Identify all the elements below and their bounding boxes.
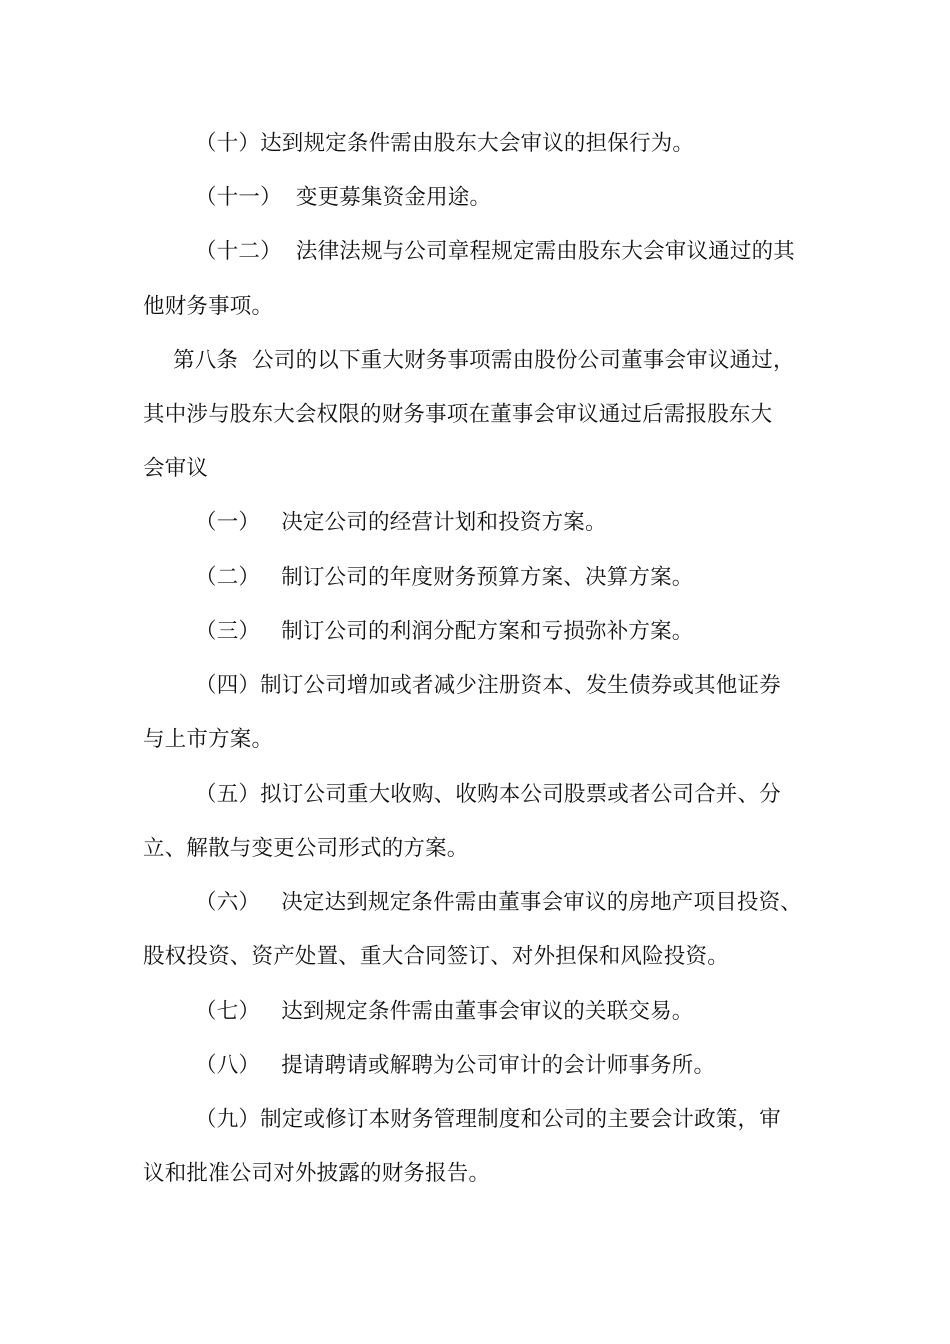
item-12-text-line2: 他财务事项。 (143, 294, 274, 319)
item-4-text-line2: 与上市方案。 (143, 727, 274, 752)
item-3-text: （三） 制订公司的利润分配方案和亏损弥补方案。 (195, 619, 694, 644)
item-10-text: （十）达到规定条件需由股东大会审议的担保行为。 (195, 131, 695, 156)
item-9-text-line2: 议和批准公司对外披露的财务报告。 (143, 1161, 491, 1186)
item-7-text: （七） 达到规定条件需由董事会审议的关联交易。 (195, 999, 694, 1024)
item-1-text: （一） 决定公司的经营计划和投资方案。 (195, 510, 607, 535)
item-6-text-line2: 股权投资、资产处置、重大合同签订、对外担保和风险投资。 (143, 944, 729, 969)
item-8-text: （八） 提请聘请或解聘为公司审计的会计师事务所。 (195, 1053, 716, 1078)
item-11-text: （十一） 变更募集资金用途。 (195, 185, 492, 210)
item-5-text-line1: （五）拟订公司重大收购、收购本公司股票或者公司合并、分 (195, 782, 781, 807)
article-8-heading-line2: 其中涉与股东大会权限的财务事项在董事会审议通过后需报股东大 (143, 402, 773, 427)
item-4-text-line1: （四）制订公司增加或者减少注册资本、发生债券或其他证券 (195, 673, 781, 698)
item-12-text-line1: （十二） 法律法规与公司章程规定需由股东大会审议通过的其 (195, 239, 795, 264)
article-8-heading-line1: 第八条 公司的以下重大财务事项需由股份公司董事会审议通过， (173, 348, 795, 373)
item-5-text-line2: 立、解散与变更公司形式的方案。 (143, 836, 469, 861)
item-9-text-line1: （九）制定或修订本财务管理制度和公司的主要会计政策，审 (195, 1107, 781, 1132)
article-8-heading-line3: 会审议 (143, 456, 209, 481)
item-6-text-line1: （六） 决定达到规定条件需由董事会审议的房地产项目投资、 (195, 890, 803, 915)
item-2-text: （二） 制订公司的年度财务预算方案、决算方案。 (195, 565, 694, 590)
